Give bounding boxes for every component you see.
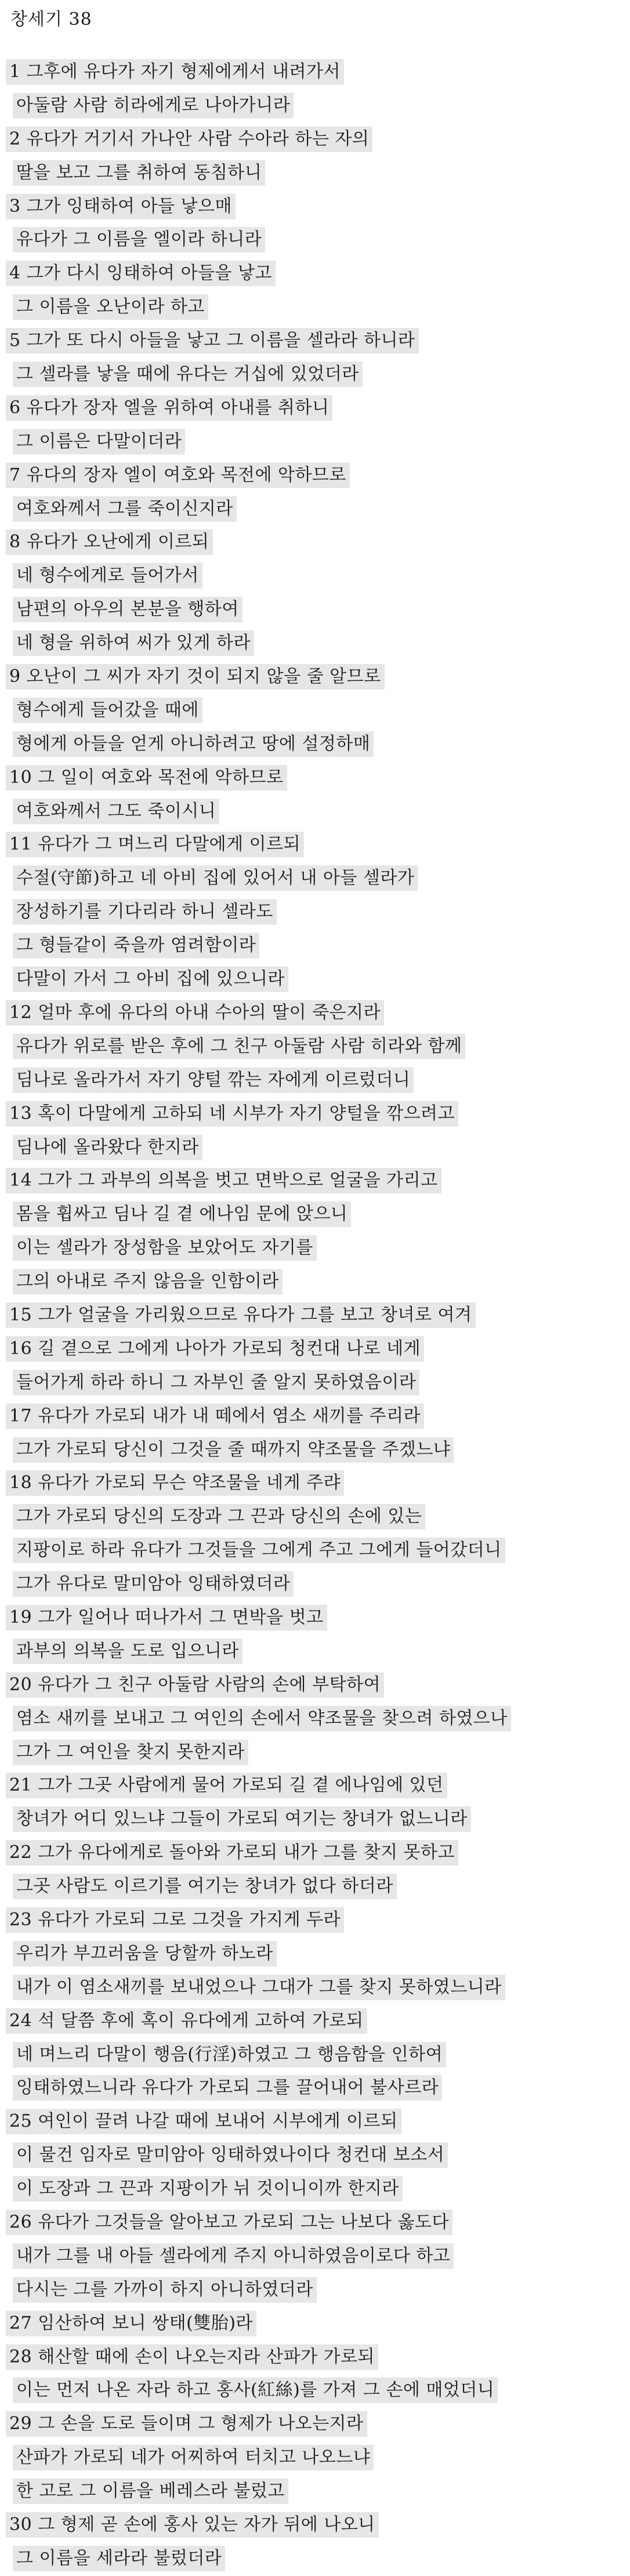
verse-continuation-line — [0, 1635, 630, 1669]
line-text: 6 유다가 장자 엘을 위하여 아내를 취하니 — [6, 395, 332, 421]
verse-continuation-line — [0, 2441, 630, 2475]
line-text: 네 형수에게로 들어가서 — [13, 563, 202, 589]
line-text: 22 그가 유다에게로 돌아와 가로되 내가 그를 찾지 못하고 — [6, 1840, 458, 1866]
line-text: 들어가게 하라 하니 그 자부인 줄 알지 못하였음이라 — [13, 1370, 419, 1395]
line-text: 그가 그 여인을 찾지 못한지라 — [13, 1740, 248, 1765]
line-text: 네 형을 위하여 씨가 있게 하라 — [13, 630, 254, 656]
verse-continuation-line — [0, 795, 630, 829]
verse-line — [0, 1164, 630, 1198]
line-text: 염소 새끼를 보내고 그 여인의 손에서 약조물을 찾으려 하였으나 — [13, 1706, 511, 1731]
line-text: 딸을 보고 그를 취하여 동침하니 — [13, 160, 265, 186]
verse-line — [0, 2509, 630, 2542]
verse-line — [0, 190, 630, 224]
line-text: 19 그가 일어나 떠나가서 그 면박을 벗고 — [6, 1605, 327, 1630]
verse-continuation-line — [0, 1971, 630, 2005]
verse-continuation-line — [0, 2542, 630, 2576]
verse-line — [0, 324, 630, 358]
line-text: 13 혹이 다말에게 고하되 네 시부가 자기 양털을 깎으려고 — [6, 1101, 458, 1127]
verse-continuation-line — [0, 1534, 630, 1568]
verse-continuation-line — [0, 1938, 630, 1971]
line-text: 1 그후에 유다가 자기 형제에게서 내려가서 — [6, 59, 344, 85]
line-text: 8 유다가 오난에게 이르되 — [6, 529, 213, 555]
verse-continuation-line — [0, 89, 630, 123]
line-text: 장성하기를 기다리라 하니 셀라도 — [13, 899, 277, 925]
verse-continuation-line — [0, 425, 630, 459]
verse-continuation-line — [0, 694, 630, 728]
line-text: 잉태하였느니라 유다가 가로되 그를 끌어내어 불사르라 — [13, 2075, 442, 2101]
line-text: 10 그 일이 여호와 목전에 악하므로 — [6, 765, 287, 791]
verse-continuation-line — [0, 1736, 630, 1770]
line-text: 산파가 가로되 네가 어찌하여 터치고 나오느냐 — [13, 2445, 374, 2470]
verse-continuation-line — [0, 493, 630, 526]
line-text: 우리가 부끄러움을 당할까 하노라 — [13, 1941, 277, 1967]
line-text: 이 도장과 그 끈과 지팡이가 뉘 것이니이까 한지라 — [13, 2176, 403, 2202]
line-text: 23 유다가 가로되 그로 그것을 가지게 두라 — [6, 1907, 344, 1933]
line-text: 그 이름을 오난이라 하고 — [13, 294, 208, 320]
verse-continuation-line — [0, 2240, 630, 2274]
verse-line — [0, 1299, 630, 1333]
verse-continuation-line — [0, 728, 630, 762]
line-text: 12 얼마 후에 유다의 아내 수아의 딸이 죽은지라 — [6, 1000, 384, 1026]
line-text: 딤나에 올라왔다 한지라 — [13, 1135, 202, 1160]
line-text: 20 유다가 그 친구 아둘람 사람의 손에 부탁하여 — [6, 1672, 384, 1698]
verse-continuation-line — [0, 963, 630, 997]
verse-line — [0, 526, 630, 560]
verse-line — [0, 1601, 630, 1635]
line-text: 28 해산할 때에 손이 나오는지라 산파가 가로되 — [6, 2344, 378, 2370]
line-text: 그가 가로되 당신의 도장과 그 끈과 당신의 손에 있는 — [13, 1504, 425, 1529]
verse-line — [0, 762, 630, 795]
line-text: 형수에게 들어갔을 때에 — [13, 698, 202, 723]
verse-line — [0, 1769, 630, 1803]
verse-continuation-line — [0, 929, 630, 963]
line-text: 이는 셀라가 장성함을 보았어도 자기를 — [13, 1235, 317, 1261]
verse-continuation-line — [0, 2139, 630, 2173]
line-text: 29 그 손을 도로 들이며 그 형제가 나오는지라 — [6, 2411, 367, 2437]
verse-line — [0, 1904, 630, 1938]
line-text: 유다가 위로를 받은 후에 그 친구 아둘람 사람 히라와 함께 — [13, 1034, 465, 1059]
line-text: 형에게 아들을 얻게 아니하려고 땅에 설정하매 — [13, 731, 374, 757]
line-text: 유다가 그 이름을 엘이라 하니라 — [13, 227, 265, 252]
line-text: 여호와께서 그도 죽이시니 — [13, 799, 219, 824]
line-text: 그 이름을 세라라 불렀더라 — [13, 2546, 225, 2571]
verse-continuation-line — [0, 560, 630, 593]
line-text: 7 유다의 장자 엘이 여호와 목전에 악하므로 — [6, 463, 350, 488]
line-text: 17 유다가 가로되 내가 내 떼에서 염소 새끼를 주리라 — [6, 1404, 424, 1429]
verse-line — [0, 2408, 630, 2441]
line-text: 다시는 그를 가까이 하지 아니하였더라 — [13, 2277, 317, 2303]
verse-continuation-line — [0, 1568, 630, 1601]
verse-line — [0, 2341, 630, 2375]
line-text: 딤나로 올라가서 자기 양털 깎는 자에게 이르렀더니 — [13, 1067, 414, 1093]
verse-continuation-line — [0, 1232, 630, 1265]
line-text: 남편의 아우의 본분을 행하여 — [13, 597, 242, 622]
verse-line — [0, 1837, 630, 1870]
line-text: 2 유다가 거기서 가나안 사람 수아라 하는 자의 — [6, 127, 372, 152]
line-text: 그의 아내로 주지 않음을 인함이라 — [13, 1269, 283, 1294]
line-text: 3 그가 잉태하여 아들 낳으매 — [6, 194, 236, 219]
line-text: 다말이 가서 그 아비 집에 있으니라 — [13, 966, 288, 992]
verse-line — [0, 2005, 630, 2039]
line-text: 그 셀라를 낳을 때에 유다는 거십에 있었더라 — [13, 362, 363, 387]
line-text: 내가 그를 내 아들 셀라에게 주지 아니하였음이로다 하고 — [13, 2243, 454, 2269]
verse-line — [0, 1400, 630, 1434]
line-text: 그곳 사람도 이르기를 여기는 창녀가 없다 하더라 — [13, 1874, 397, 1899]
verse-line — [0, 1669, 630, 1702]
line-text: 이는 먼저 나온 자라 하고 홍사(紅絲)를 가져 그 손에 매었더니 — [13, 2377, 498, 2403]
verse-list — [0, 56, 630, 2576]
line-text: 그가 가로되 당신이 그것을 줄 때까지 약조물을 주겠느냐 — [13, 1437, 454, 1463]
verse-continuation-line — [0, 2173, 630, 2206]
verse-continuation-line — [0, 2039, 630, 2072]
line-text: 몸을 휩싸고 딤나 길 곁 에나임 문에 앉으니 — [13, 1202, 351, 1227]
line-text: 21 그가 그곳 사람에게 물어 가로되 길 곁 에나임에 있던 — [6, 1773, 447, 1798]
line-text: 26 유다가 그것들을 알아보고 가로되 그는 나보다 옳도다 — [6, 2210, 452, 2235]
verse-continuation-line — [0, 291, 630, 324]
verse-line — [0, 2105, 630, 2139]
verse-line — [0, 1467, 630, 1500]
line-text: 24 석 달쯤 후에 혹이 유다에게 고하여 가로되 — [6, 2008, 367, 2034]
verse-line — [0, 123, 630, 157]
verse-continuation-line — [0, 358, 630, 392]
verse-continuation-line — [0, 2374, 630, 2408]
line-text: 내가 이 염소새끼를 보내었으나 그대가 그를 찾지 못하였느니라 — [13, 1975, 505, 2000]
verse-continuation-line — [0, 223, 630, 257]
verse-continuation-line — [0, 1030, 630, 1064]
line-text: 30 그 형제 곧 손에 홍사 있는 자가 뒤에 나오니 — [6, 2512, 379, 2538]
line-text: 9 오난이 그 씨가 자기 것이 되지 않을 줄 알므로 — [6, 664, 385, 690]
verse-continuation-line — [0, 1265, 630, 1299]
verse-line — [0, 392, 630, 425]
verse-line — [0, 2307, 630, 2341]
verse-line — [0, 459, 630, 493]
verse-continuation-line — [0, 593, 630, 627]
line-text: 창녀가 어디 있느냐 그들이 가로되 여기는 창녀가 없느니라 — [13, 1806, 471, 1832]
line-text: 지팡이로 하라 유다가 그것들을 그에게 주고 그에게 들어갔더니 — [13, 1538, 505, 1563]
line-text: 과부의 의복을 도로 입으니라 — [13, 1639, 242, 1664]
verse-line — [0, 661, 630, 694]
verse-continuation-line — [0, 1870, 630, 1904]
verse-continuation-line — [0, 862, 630, 896]
verse-line — [0, 997, 630, 1030]
line-text: 16 길 곁으로 그에게 나아가 가로되 청컨대 나로 네게 — [6, 1336, 424, 1362]
verse-continuation-line — [0, 1702, 630, 1736]
line-text: 4 그가 다시 잉태하여 아들을 낳고 — [6, 261, 276, 286]
verse-line — [0, 1098, 630, 1131]
line-text: 5 그가 또 다시 아들을 낳고 그 이름을 셀라라 하니라 — [6, 328, 419, 353]
verse-line — [0, 257, 630, 291]
verse-continuation-line — [0, 1434, 630, 1467]
verse-continuation-line — [0, 627, 630, 661]
verse-continuation-line — [0, 1366, 630, 1400]
verse-continuation-line — [0, 1500, 630, 1534]
verse-continuation-line — [0, 896, 630, 929]
verse-line — [0, 828, 630, 862]
line-text: 11 유다가 그 며느리 다말에게 이르되 — [6, 832, 304, 857]
verse-continuation-line — [0, 1064, 630, 1098]
verse-continuation-line — [0, 1198, 630, 1232]
line-text: 그 형들같이 죽을까 염려함이라 — [13, 933, 259, 958]
page-title: 창세기 38 — [10, 9, 92, 30]
verse-line — [0, 1333, 630, 1366]
line-text: 아둘람 사람 히라에게로 나아가니라 — [13, 93, 294, 118]
verse-continuation-line — [0, 157, 630, 190]
line-text: 27 임산하여 보니 쌍태(雙胎)라 — [6, 2311, 256, 2336]
verse-continuation-line — [0, 2274, 630, 2307]
line-text: 수절(守節)하고 네 아비 집에 있어서 내 아들 셀라가 — [13, 865, 418, 891]
verse-continuation-line — [0, 2072, 630, 2105]
line-text: 그가 유다로 말미암아 잉태하였더라 — [13, 1571, 294, 1597]
verse-line — [0, 2206, 630, 2240]
line-text: 여호와께서 그를 죽이신지라 — [13, 496, 237, 522]
verse-continuation-line — [0, 2475, 630, 2509]
line-text: 25 여인이 끌려 나갈 때에 보내어 시부에게 이르되 — [6, 2109, 401, 2134]
line-text: 18 유다가 가로되 무슨 약조물을 네게 주랴 — [6, 1470, 344, 1496]
line-text: 그 이름은 다말이더라 — [13, 429, 185, 454]
line-text: 한 고로 그 이름을 베레스라 불렀고 — [13, 2478, 288, 2504]
verse-line — [0, 56, 630, 89]
verse-continuation-line — [0, 1803, 630, 1837]
line-text: 14 그가 그 과부의 의복을 벗고 면박으로 얼굴을 가리고 — [6, 1168, 441, 1193]
line-text: 네 며느리 다말이 행음(行淫)하였고 그 행음함을 인하여 — [13, 2042, 446, 2068]
verse-continuation-line — [0, 1131, 630, 1165]
line-text: 15 그가 얼굴을 가리웠으므로 유다가 그를 보고 창녀로 여겨 — [6, 1303, 476, 1328]
line-text: 이 물건 임자로 말미암아 잉태하였나이다 청컨대 보소서 — [13, 2142, 448, 2168]
